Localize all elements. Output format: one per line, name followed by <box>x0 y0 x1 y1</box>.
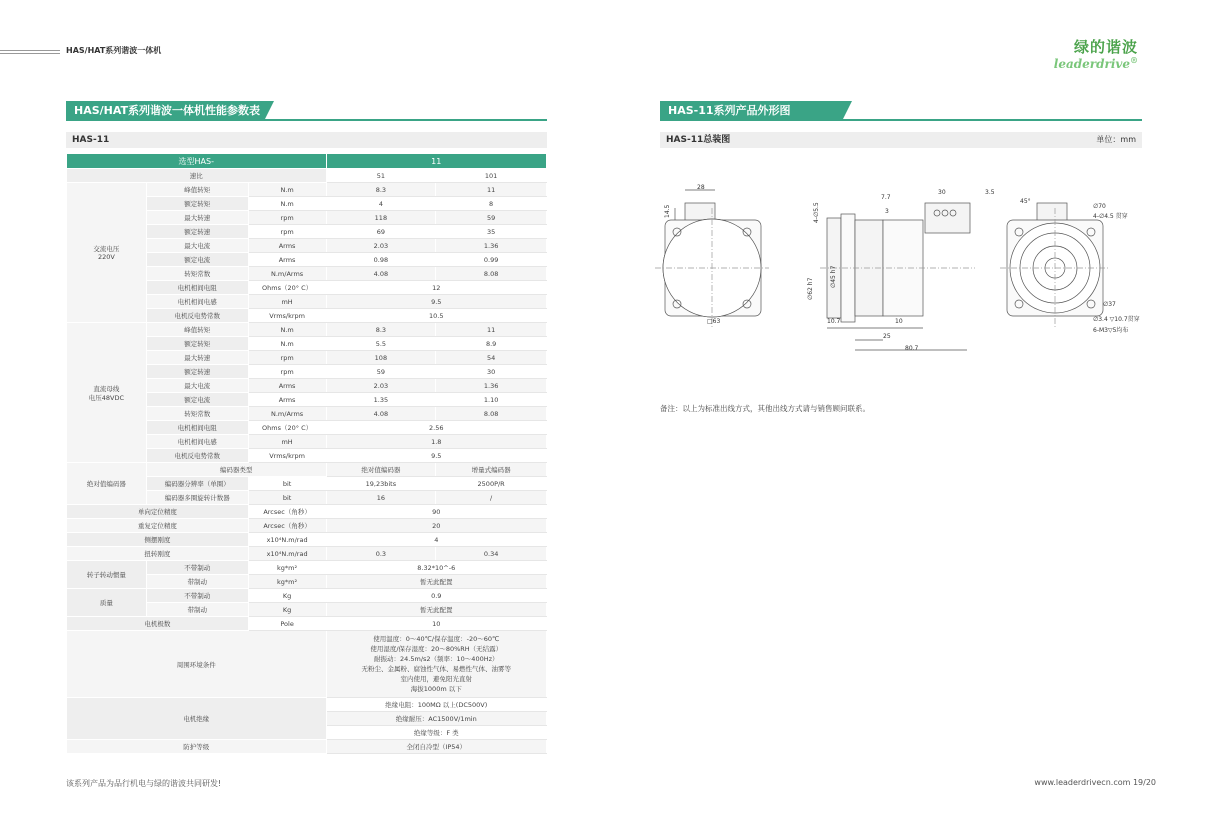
table-row <box>67 505 547 519</box>
dim-3: 3 <box>885 208 889 215</box>
param-unit: Kg <box>248 603 326 617</box>
param-unit: x10⁴N.m/rad <box>248 547 326 561</box>
dc-group-label: 直流母线 电压48VDC <box>67 323 147 463</box>
param-value: 1.8 <box>326 435 546 449</box>
param-name: 电机相间电阻 <box>146 281 248 295</box>
dim-37: ∅37 <box>1103 301 1116 308</box>
table-row <box>67 183 547 197</box>
table-row <box>67 617 547 631</box>
param-unit: Vrms/krpm <box>248 309 326 323</box>
param-name: 不带制动 <box>146 561 248 575</box>
protection-value: 全闭自冷型（IP54） <box>326 740 546 754</box>
rear-view <box>1000 203 1110 328</box>
front-view <box>655 190 769 328</box>
param-value: 10 <box>326 617 546 631</box>
param-value: 12 <box>326 281 546 295</box>
header-series: HAS/HAT系列谐波一体机 <box>66 46 162 55</box>
footer-right: www.leaderdrivecn.com 19/20 <box>1034 778 1156 787</box>
param-value: 暂无此配置 <box>326 575 546 589</box>
param-unit: bit <box>248 477 326 491</box>
param-unit: x10⁴N.m/rad <box>248 533 326 547</box>
dim-62h7: ∅62 h7 <box>807 277 814 300</box>
param-unit: Kg <box>248 589 326 603</box>
dim-7-7: 7.7 <box>881 194 891 201</box>
param-value: 4.08 <box>326 407 436 421</box>
param-value: 108 <box>326 351 436 365</box>
dim-63: □63 <box>707 318 721 325</box>
dim-6m3: 6-M3▽5均布 <box>1093 327 1129 334</box>
dim-4-5-5: 4-∅5.5 <box>813 202 820 223</box>
param-value: 54 <box>436 351 547 365</box>
param-name: 转矩常数 <box>146 407 248 421</box>
param-unit: Ohms（20° C） <box>248 421 326 435</box>
dim-3-5: 3.5 <box>985 189 995 196</box>
right-section-underline <box>660 119 1142 121</box>
param-name: 峰值转矩 <box>146 183 248 197</box>
param-value: 2.03 <box>326 379 436 393</box>
param-unit: mH <box>248 435 326 449</box>
ratio-value: 51 <box>326 169 436 183</box>
table-row <box>67 463 547 477</box>
dim-80-7: 80.7 <box>905 345 919 352</box>
dim-45h7: ∅45 h7 <box>830 265 837 288</box>
param-name: 电机极数 <box>67 617 249 631</box>
param-name: 单向定位精度 <box>67 505 249 519</box>
param-unit: Arcsec（角秒） <box>248 505 326 519</box>
param-value: 4 <box>326 197 436 211</box>
encoder-type: 增量式编码器 <box>436 463 547 477</box>
param-unit: rpm <box>248 225 326 239</box>
param-value: 9.5 <box>326 449 546 463</box>
right-section-title: HAS-11系列产品外形图 <box>660 101 842 121</box>
param-value: 16 <box>326 491 436 505</box>
param-unit: Arms <box>248 253 326 267</box>
drawing-note: 备注：以上为标准出线方式，其他出线方式请与销售顾问联系。 <box>660 404 870 413</box>
ac-group-label: 交流电压 220V <box>67 183 147 323</box>
dim-25: 25 <box>883 333 891 340</box>
param-name: 最大转速 <box>146 351 248 365</box>
param-value: 9.5 <box>326 295 546 309</box>
table-row <box>67 631 547 698</box>
table-row <box>67 589 547 603</box>
param-value: 8.08 <box>436 267 547 281</box>
param-value: 2.03 <box>326 239 436 253</box>
param-value: 19,23bits <box>326 477 436 491</box>
header-rule-2 <box>0 53 60 54</box>
param-value: 0.3 <box>326 547 436 561</box>
param-unit: N.m <box>248 337 326 351</box>
encoder-group-label: 绝对值编码器 <box>67 463 147 505</box>
dim-4-4-5: 4-∅4.5 贯穿 <box>1093 213 1128 220</box>
env-label: 周围环境条件 <box>67 631 327 698</box>
side-view <box>820 203 975 350</box>
param-name: 电机相间电感 <box>146 435 248 449</box>
param-name: 编码器分辨率（单圈） <box>146 477 248 491</box>
param-value: 118 <box>326 211 436 225</box>
param-value: 20 <box>326 519 546 533</box>
param-unit: Arcsec（角秒） <box>248 519 326 533</box>
param-value: 1.35 <box>326 393 436 407</box>
param-name: 侧摆刚度 <box>67 533 249 547</box>
dim-10: 10 <box>895 318 903 325</box>
table-row <box>67 323 547 337</box>
param-unit: N.m/Arms <box>248 407 326 421</box>
table-row <box>67 547 547 561</box>
param-name: 峰值转矩 <box>146 323 248 337</box>
param-value: 0.98 <box>326 253 436 267</box>
param-value: 0.99 <box>436 253 547 267</box>
param-unit: Arms <box>248 393 326 407</box>
param-name: 额定转矩 <box>146 337 248 351</box>
param-name: 额定转矩 <box>146 197 248 211</box>
param-unit: N.m/Arms <box>248 267 326 281</box>
param-name: 带制动 <box>146 575 248 589</box>
ratio-label: 速比 <box>67 169 327 183</box>
param-value: 2.56 <box>326 421 546 435</box>
param-name: 额定电流 <box>146 253 248 267</box>
param-unit: N.m <box>248 183 326 197</box>
param-value: 11 <box>436 183 547 197</box>
param-unit: mH <box>248 295 326 309</box>
assembly-drawing <box>655 178 1145 358</box>
footer-left: 该系列产品为品行机电与绿的谐波共同研发! <box>66 779 222 788</box>
table-head-value: 11 <box>326 154 546 169</box>
param-name: 额定转速 <box>146 365 248 379</box>
param-name: 扭转刚度 <box>67 547 249 561</box>
param-unit: Arms <box>248 239 326 253</box>
param-value: 69 <box>326 225 436 239</box>
param-name: 不带制动 <box>146 589 248 603</box>
table-row <box>67 698 547 712</box>
param-name: 编码器多圈旋转计数器 <box>146 491 248 505</box>
param-name: 带制动 <box>146 603 248 617</box>
param-unit: Vrms/krpm <box>248 449 326 463</box>
param-name: 额定电流 <box>146 393 248 407</box>
param-unit: rpm <box>248 351 326 365</box>
param-value: / <box>436 491 547 505</box>
table-row <box>67 533 547 547</box>
logo-cn: 绿的谐波 <box>1073 38 1138 56</box>
logo-en: leaderdrive® <box>1053 55 1138 71</box>
left-section-underline <box>66 119 547 121</box>
dim-10-7: 10.7 <box>827 318 841 325</box>
left-model-bar: HAS-11 <box>66 132 547 148</box>
inertia-group-label: 转子转动惯量 <box>67 561 147 589</box>
param-value: 8.08 <box>436 407 547 421</box>
table-head-label: 选型HAS- <box>67 154 327 169</box>
left-section-title: HAS/HAT系列谐波一体机性能参数表 <box>66 101 264 121</box>
param-value: 59 <box>436 211 547 225</box>
param-value: 4.08 <box>326 267 436 281</box>
param-value: 59 <box>326 365 436 379</box>
param-unit: Arms <box>248 379 326 393</box>
param-name: 最大电流 <box>146 379 248 393</box>
param-value: 8.9 <box>436 337 547 351</box>
param-unit: rpm <box>248 365 326 379</box>
encoder-type-label: 编码器类型 <box>146 463 326 477</box>
param-name: 转矩常数 <box>146 267 248 281</box>
param-value: 35 <box>436 225 547 239</box>
param-value: 11 <box>436 323 547 337</box>
param-value: 1.10 <box>436 393 547 407</box>
dim-3-4: ∅3.4 ▽10.7贯穿 <box>1093 316 1140 323</box>
spec-table <box>66 153 547 754</box>
unit-label: 单位：mm <box>1096 135 1136 144</box>
param-value: 8.32*10^-6 <box>326 561 546 575</box>
param-unit: rpm <box>248 211 326 225</box>
insulation-value: 绝缘耐压：AC1500V/1min <box>326 712 546 726</box>
param-value: 90 <box>326 505 546 519</box>
param-unit: bit <box>248 491 326 505</box>
param-name: 最大转速 <box>146 211 248 225</box>
mass-group-label: 质量 <box>67 589 147 617</box>
brand-logo <box>1054 36 1138 71</box>
table-row <box>67 519 547 533</box>
param-value: 0.34 <box>436 547 547 561</box>
param-unit: N.m <box>248 323 326 337</box>
param-name: 电机反电势常数 <box>146 449 248 463</box>
param-unit: kg*m² <box>248 561 326 575</box>
encoder-type: 绝对值编码器 <box>326 463 436 477</box>
dim-14-5: 14.5 <box>664 204 671 218</box>
param-value: 30 <box>436 365 547 379</box>
insulation-label: 电机绝缘 <box>67 698 327 740</box>
param-value: 8.3 <box>326 183 436 197</box>
param-value: 5.5 <box>326 337 436 351</box>
param-name: 电机反电势常数 <box>146 309 248 323</box>
param-unit: Ohms（20° C） <box>248 281 326 295</box>
header-rule <box>0 50 60 51</box>
ratio-value: 101 <box>436 169 547 183</box>
param-value: 10.5 <box>326 309 546 323</box>
param-value: 2500P/R <box>436 477 547 491</box>
param-value: 0.9 <box>326 589 546 603</box>
param-value: 4 <box>326 533 546 547</box>
env-value: 使用温度：0～40℃/保存温度：-20～60℃ 使用湿度/保存湿度：20～80%RH（无结露） 耐振动：24.5m/s2（频率：10～400Hz） 无粉尘、金属粉、腐蚀性气体、易燃性气体、油雾等 室内使用，避免阳光直射 海拔1000m 以下 <box>326 631 546 698</box>
param-name: 额定转速 <box>146 225 248 239</box>
param-name: 最大电流 <box>146 239 248 253</box>
table-row <box>67 561 547 575</box>
param-value: 8 <box>436 197 547 211</box>
param-unit: kg*m² <box>248 575 326 589</box>
param-name: 电机相间电感 <box>146 295 248 309</box>
param-value: 1.36 <box>436 379 547 393</box>
dim-30: 30 <box>938 189 946 196</box>
insulation-value: 绝缘电阻：100MΩ 以上(DC500V) <box>326 698 546 712</box>
insulation-value: 绝缘等级：F 类 <box>326 726 546 740</box>
dim-45deg: 45° <box>1020 198 1031 205</box>
table-header <box>67 154 547 169</box>
protection-label: 防护等级 <box>67 740 327 754</box>
table-row <box>67 740 547 754</box>
param-value: 1.36 <box>436 239 547 253</box>
dim-70: ∅70 <box>1093 203 1106 210</box>
dim-28: 28 <box>697 184 705 191</box>
param-unit: Pole <box>248 617 326 631</box>
param-name: 重复定位精度 <box>67 519 249 533</box>
param-value: 8.3 <box>326 323 436 337</box>
param-name: 电机相间电阻 <box>146 421 248 435</box>
param-unit: N.m <box>248 197 326 211</box>
right-subtitle-bar: HAS-11总装图 单位：mm <box>660 132 1142 148</box>
table-row <box>67 169 547 183</box>
param-value: 暂无此配置 <box>326 603 546 617</box>
